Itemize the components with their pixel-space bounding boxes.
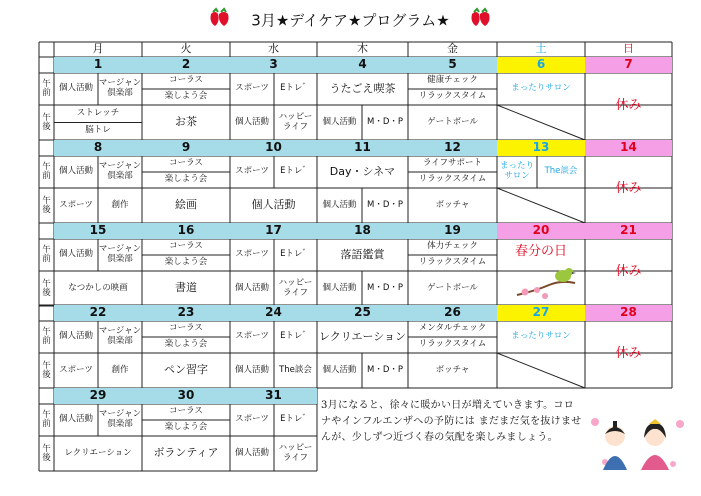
hina-dolls-illustration — [585, 412, 690, 478]
activity: スポーツ — [235, 249, 269, 260]
date-cell: 10 — [230, 140, 317, 156]
date-cell: 7 — [585, 57, 672, 73]
weekday-thu: 木 — [357, 42, 368, 56]
special-holiday-label: 春分の日 — [514, 243, 567, 259]
weekday-mon: 月 — [92, 42, 104, 56]
row-label-am: 午 前 — [42, 162, 51, 181]
saturday-activity: まったりサロン — [511, 83, 571, 94]
activity: 個人活動 — [251, 198, 296, 212]
date-cell: 12 — [408, 140, 497, 156]
date-cell: 1 — [54, 57, 142, 73]
activity: 個人活動 — [234, 364, 269, 375]
date-cell: 25 — [317, 305, 408, 321]
monthly-message: 3月になると、徐々に暖かい日が増えていきます。コロナやインフルエンザへの予防には まだまだ気を抜けませんが、少しずつ近づく春の気配を楽しみましょう。 — [321, 400, 582, 443]
activity: 個人活動 — [58, 83, 93, 94]
activity: マージャン 倶楽部 — [98, 326, 142, 346]
date-cell: 24 — [230, 305, 317, 321]
activity: 楽しよう会 — [164, 91, 208, 102]
date-cell: 20 — [497, 223, 585, 239]
activity: 個人活動 — [58, 414, 93, 425]
bush-warbler-plum-illustration — [515, 265, 577, 307]
row-label-pm: 午 後 — [42, 443, 51, 463]
grid-line — [497, 188, 585, 223]
activity: スポーツ — [235, 83, 269, 94]
weekday-sun: 日 — [623, 42, 634, 56]
grid-line — [497, 353, 585, 388]
activity: 楽しよう会 — [164, 422, 208, 433]
activity: ペン習字 — [164, 363, 208, 377]
date-cell: 28 — [585, 305, 672, 321]
activity: ハッピー ライフ — [278, 277, 313, 298]
activity: 脳トレ — [85, 125, 111, 136]
activity: Eトレ゛ — [280, 249, 311, 260]
activity: 個人活動 — [322, 364, 357, 375]
weekday-sat: 土 — [535, 42, 547, 56]
activity: Eトレ゛ — [280, 83, 311, 94]
activity: 体力チェック — [427, 241, 478, 252]
date-cell: 2 — [142, 57, 230, 73]
activity: 楽しよう会 — [164, 257, 208, 268]
date-cell: 29 — [54, 388, 142, 404]
activity: レクリエーション — [318, 329, 407, 343]
activity: 個人活動 — [58, 166, 93, 177]
activity: リラックスタイム — [418, 257, 487, 268]
activity: ゲートボール — [427, 116, 478, 127]
weekday-wed: 水 — [268, 42, 279, 56]
activity: スポーツ — [59, 364, 93, 375]
date-cell: 11 — [317, 140, 408, 156]
row-label-am: 午 前 — [42, 410, 51, 429]
activity: コーラス — [169, 241, 203, 252]
activity: ライフサポート — [423, 158, 482, 169]
activity: The談会 — [279, 364, 312, 375]
activity: ストレッチ — [76, 107, 120, 118]
grid-line — [497, 105, 585, 140]
activity: Day・シネマ — [329, 164, 396, 178]
activity: 個人活動 — [234, 282, 269, 293]
activity: 個人活動 — [234, 116, 269, 127]
activity: うたごえ喫茶 — [329, 81, 396, 95]
row-label-pm: 午 後 — [42, 112, 51, 132]
activity: マージャン 倶楽部 — [98, 409, 142, 429]
activity: Eトレ゛ — [280, 166, 311, 177]
title-text: 3月★デイケア★プログラム★ — [251, 11, 450, 30]
activity: M・D・P — [366, 116, 403, 127]
activity: 健康チェック — [427, 75, 478, 86]
holiday-label: 休み — [615, 181, 642, 197]
activity: リラックスタイム — [418, 174, 487, 185]
date-cell: 22 — [54, 305, 142, 321]
activity: コーラス — [169, 75, 203, 86]
activity: コーラス — [169, 406, 203, 417]
activity: スポーツ — [235, 414, 269, 425]
activity: 書道 — [175, 281, 197, 295]
activity: ハッピー ライフ — [278, 442, 313, 463]
activity: M・D・P — [366, 199, 403, 210]
activity: 個人活動 — [322, 199, 357, 210]
date-cell: 17 — [230, 223, 317, 239]
activity: マージャン 倶楽部 — [98, 161, 142, 181]
activity: ゲートボール — [427, 282, 478, 293]
date-cell: 18 — [317, 223, 408, 239]
date-cell: 3 — [230, 57, 317, 73]
activity: 落語鑑賞 — [340, 247, 385, 261]
activity: 創作 — [111, 364, 129, 375]
activity: メンタルチェック — [418, 323, 487, 334]
saturday-activity: The談会 — [544, 166, 578, 177]
activity: お茶 — [175, 115, 197, 129]
date-cell: 27 — [497, 305, 585, 321]
saturday-activity: まったり サロン — [499, 161, 534, 181]
row-label-am: 午 前 — [42, 327, 51, 346]
activity: ボランティア — [153, 446, 219, 460]
activity: リラックスタイム — [418, 339, 487, 350]
activity: M・D・P — [366, 364, 403, 375]
date-cell: 9 — [142, 140, 230, 156]
activity: Eトレ゛ — [280, 331, 311, 342]
date-cell: 8 — [54, 140, 142, 156]
date-cell: 19 — [408, 223, 497, 239]
activity: スポーツ — [235, 166, 269, 177]
activity: コーラス — [169, 323, 203, 334]
date-cell: 16 — [142, 223, 230, 239]
date-cell: 14 — [585, 140, 672, 156]
date-cell: 13 — [497, 140, 585, 156]
saturday-activity: まったりサロン — [511, 331, 571, 342]
activity: スポーツ — [235, 331, 269, 342]
activity: Eトレ゛ — [280, 414, 311, 425]
activity: マージャン 倶楽部 — [98, 78, 142, 98]
activity: 楽しよう会 — [164, 174, 208, 185]
activity: なつかしの映画 — [68, 282, 128, 293]
holiday-label: 休み — [615, 346, 642, 362]
date-cell: 26 — [408, 305, 497, 321]
activity: 創作 — [111, 199, 129, 210]
date-cell: 30 — [142, 388, 230, 404]
row-label-pm: 午 後 — [42, 195, 51, 215]
row-label-pm: 午 後 — [42, 360, 51, 380]
activity: ボッチャ — [435, 364, 470, 375]
row-label-am: 午 前 — [42, 79, 51, 98]
activity: ハッピー ライフ — [278, 111, 313, 132]
activity: コーラス — [169, 158, 203, 169]
activity: M・D・P — [366, 282, 403, 293]
date-cell: 23 — [142, 305, 230, 321]
holiday-label: 休み — [615, 98, 642, 114]
date-cell: 31 — [230, 388, 317, 404]
date-cell: 15 — [54, 223, 142, 239]
activity: 絵画 — [175, 198, 197, 212]
activity: ボッチャ — [435, 199, 470, 210]
date-cell: 5 — [408, 57, 497, 73]
row-label-pm: 午 後 — [42, 278, 51, 298]
activity: 個人活動 — [234, 447, 269, 458]
activity: マージャン 倶楽部 — [98, 244, 142, 264]
row-label-am: 午 前 — [42, 245, 51, 264]
weekday-tue: 火 — [180, 42, 192, 56]
date-cell: 6 — [497, 57, 585, 73]
weekday-fri: 金 — [447, 42, 458, 56]
holiday-label: 休み — [615, 264, 642, 280]
activity: 個人活動 — [322, 116, 357, 127]
activity: 個人活動 — [58, 331, 93, 342]
date-cell: 4 — [317, 57, 408, 73]
activity: 個人活動 — [322, 282, 357, 293]
activity: スポーツ — [59, 199, 93, 210]
date-cell: 21 — [585, 223, 672, 239]
activity: リラックスタイム — [418, 91, 487, 102]
activity: 個人活動 — [58, 249, 93, 260]
activity: レクリエーション — [64, 447, 132, 458]
activity: 楽しよう会 — [164, 339, 208, 350]
